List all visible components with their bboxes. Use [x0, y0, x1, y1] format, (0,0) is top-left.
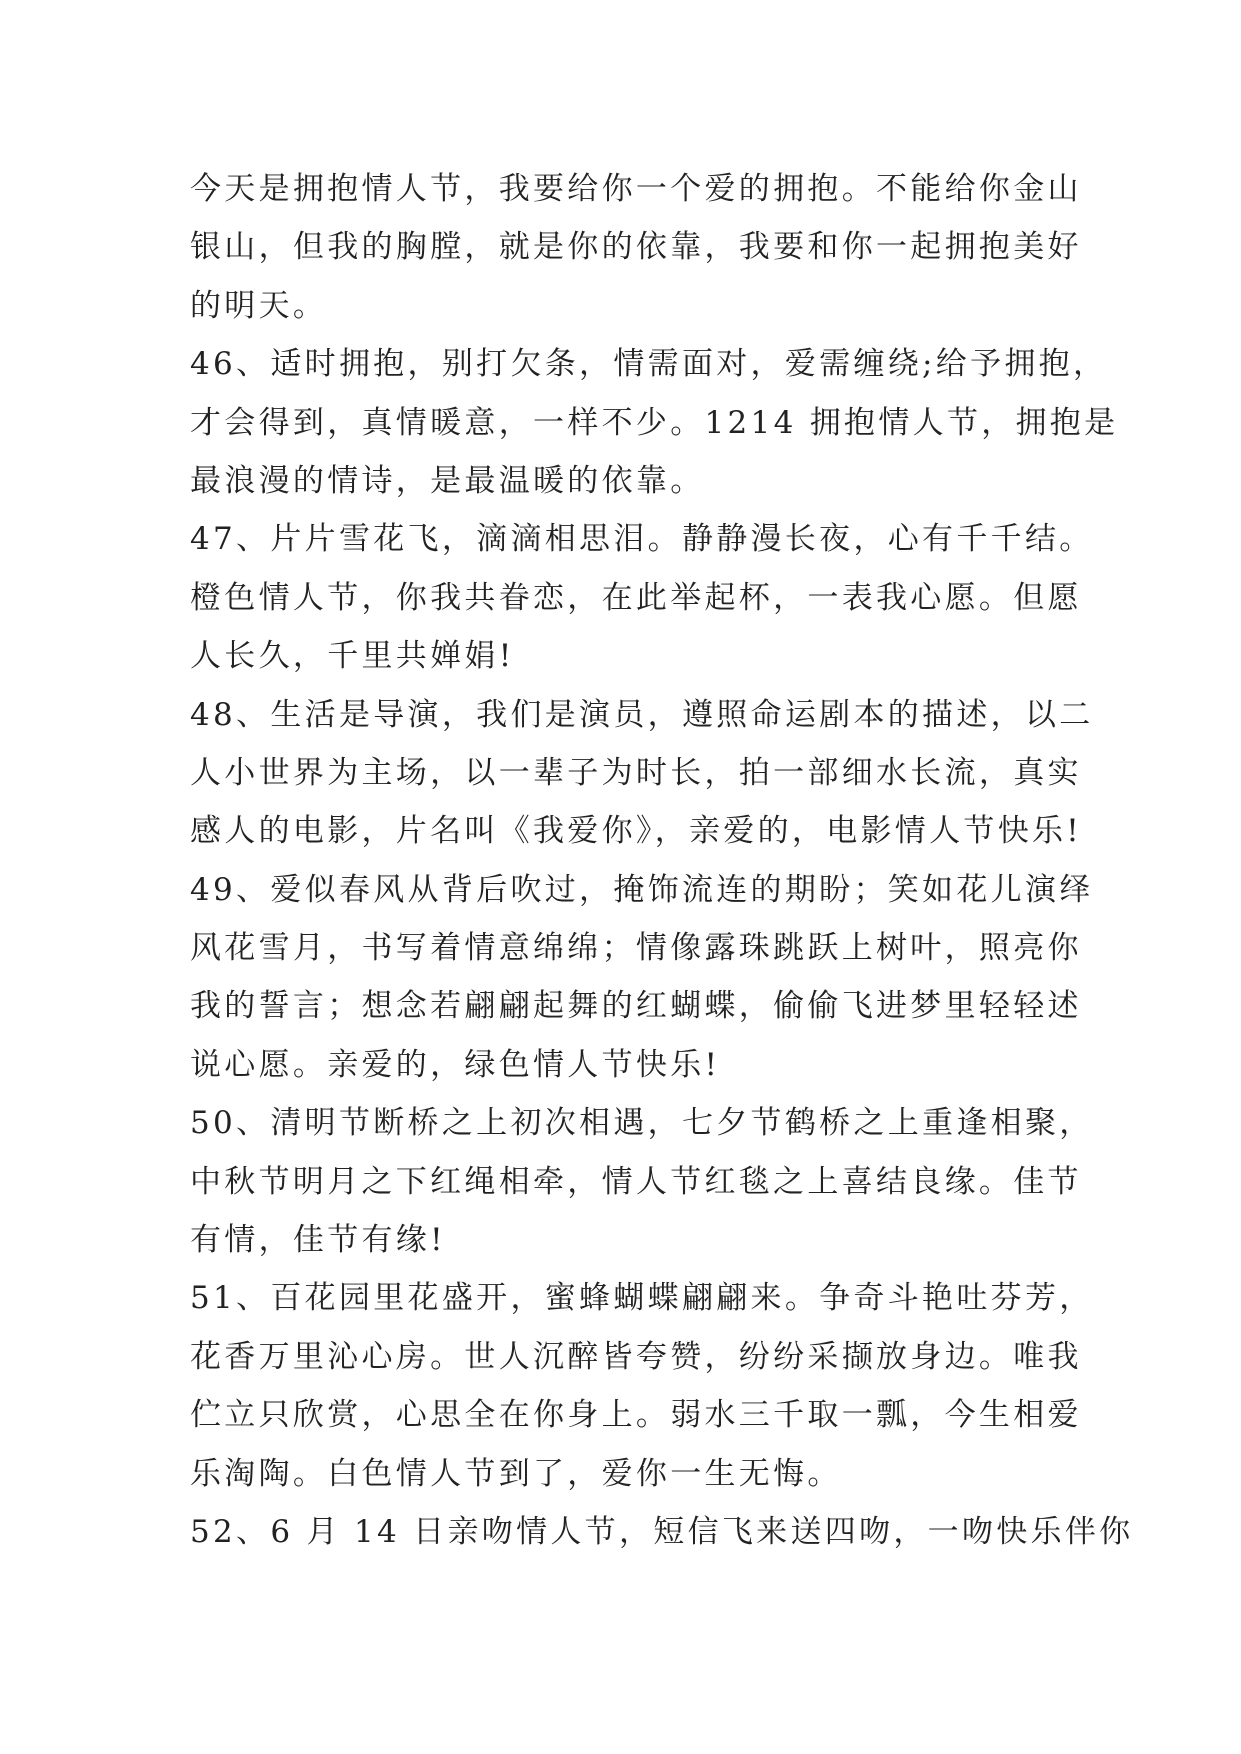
text-line: 伫立只欣赏，心思全在你身上。弱水三千取一瓢，今生相爱: [190, 1397, 1082, 1434]
text-line: 的明天。: [190, 287, 328, 324]
text-line: 49、爱似春风从背后吹过，掩饰流连的期盼；笑如花儿演绎: [190, 871, 1094, 908]
text-line: 47、片片雪花飞，滴滴相思泪。静静漫长夜，心有千千结。: [190, 521, 1094, 558]
text-line: 说心愿。亲爱的，绿色情人节快乐!: [190, 1046, 721, 1083]
text-line: 感人的电影，片名叫《我爱你》，亲爱的，电影情人节快乐!: [190, 813, 1083, 850]
text-line: 花香万里沁心房。世人沉醉皆夸赞，纷纷采撷放身边。唯我: [190, 1338, 1082, 1375]
text-line: 才会得到，真情暖意，一样不少。1214 拥抱情人节，拥抱是: [190, 404, 1119, 441]
text-line: 橙色情人节，你我共眷恋，在此举起杯，一表我心愿。但愿: [190, 579, 1082, 616]
text-line: 风花雪月，书写着情意绵绵；情像露珠跳跃上树叶，照亮你: [190, 930, 1082, 967]
text-line: 我的誓言；想念若翩翩起舞的红蝴蝶，偷偷飞进梦里轻轻述: [190, 988, 1082, 1025]
text-line: 50、清明节断桥之上初次相遇，七夕节鹤桥之上重逢相聚，: [190, 1105, 1094, 1142]
document-body: [190, 160, 1134, 1561]
text-line: 有情，佳节有缘!: [190, 1222, 446, 1259]
text-line: 今天是拥抱情人节，我要给你一个爱的拥抱。不能给你金山: [190, 171, 1082, 207]
text-line: 中秋节明月之下红绳相牵，情人节红毯之上喜结良缘。佳节: [190, 1163, 1082, 1200]
text-line: 51、百花园里花盛开，蜜蜂蝴蝶翩翩来。争奇斗艳吐芬芳，: [190, 1280, 1094, 1317]
text-line: 人长久，千里共婵娟!: [190, 638, 515, 675]
text-line: 52、6 月 14 日亲吻情人节，短信飞来送四吻，一吻快乐伴你: [190, 1513, 1134, 1550]
text-line: 46、适时拥抱，别打欠条，情需面对，爱需缠绕;给予拥抱，: [190, 346, 1108, 383]
text-line: 最浪漫的情诗，是最温暖的依靠。: [190, 462, 705, 499]
text-line: 人小世界为主场，以一辈子为时长，拍一部细水长流，真实: [190, 754, 1082, 791]
text-line: 48、生活是导演，我们是演员，遵照命运剧本的描述，以二: [190, 696, 1094, 733]
text-line: 银山，但我的胸膛，就是你的依靠，我要和你一起拥抱美好: [190, 229, 1082, 266]
text-line: 乐淘陶。白色情人节到了，爱你一生无悔。: [190, 1455, 842, 1492]
